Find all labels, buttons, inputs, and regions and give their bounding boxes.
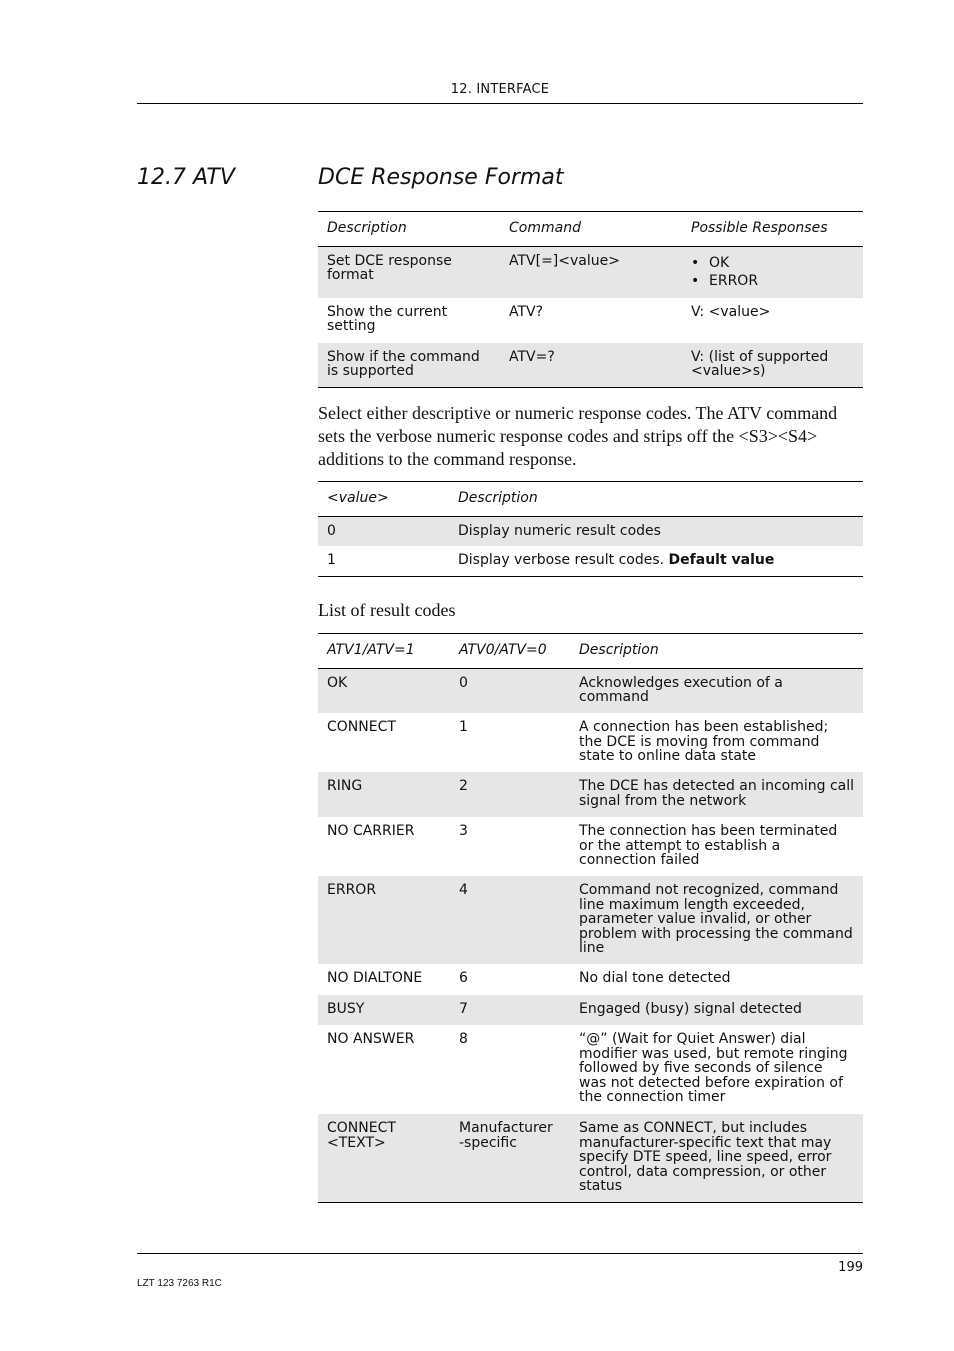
result-table-container — [318, 633, 863, 1203]
table-cell: NO CARRIER — [327, 823, 415, 839]
command-table-container — [318, 211, 863, 388]
table-cell: A connection has been established; the DCE is moving from command state to online data state — [579, 719, 829, 764]
header-rule — [137, 103, 863, 104]
column-header: Description — [449, 482, 863, 517]
table-row — [318, 817, 863, 876]
table-row — [318, 343, 863, 388]
page-number: 199 — [838, 1260, 863, 1275]
section-number: 12.7 ATV — [137, 165, 235, 190]
table-cell: Manufacturer -specific — [450, 1114, 570, 1202]
intro-paragraph: Select either descriptive or numeric response codes. The ATV command sets the verbose numeric response codes and strips off the <S3><S4> additions to the command response. — [318, 403, 838, 469]
table-cell: 7 — [450, 995, 570, 1025]
table-cell — [449, 516, 863, 546]
section-title: DCE Response Format — [318, 165, 564, 190]
table-cell: Show the current setting — [327, 303, 448, 334]
table-row — [318, 246, 863, 298]
table-row — [318, 713, 863, 772]
column-header: Description — [318, 212, 500, 247]
table-cell: V: (list of supported <value>s) — [682, 343, 863, 388]
document-id: LZT 123 7263 R1C — [137, 1278, 222, 1289]
table-cell — [682, 246, 863, 298]
table-cell: BUSY — [318, 995, 450, 1025]
table-header-row — [318, 212, 863, 247]
table-row — [318, 546, 863, 576]
column-header: Possible Responses — [682, 212, 863, 247]
table-cell: NO ANSWER — [327, 1031, 415, 1047]
table-cell: 1 — [327, 552, 336, 568]
list-item: • OK — [691, 254, 854, 272]
running-header: 12. INTERFACE — [450, 82, 550, 97]
table-cell: 0 — [318, 516, 449, 546]
table-cell: 6 — [459, 970, 468, 986]
table-row — [318, 772, 863, 817]
table-row — [318, 964, 863, 995]
table-cell — [449, 546, 863, 576]
table-cell: CONNECT — [327, 719, 396, 735]
column-header: <value> — [318, 482, 449, 517]
value-table-container — [318, 481, 863, 577]
table-cell: ERROR — [318, 876, 450, 964]
table-cell: 3 — [459, 823, 468, 839]
table-cell: ATV[=]<value> — [500, 246, 682, 298]
table-cell: RING — [318, 772, 450, 817]
column-header: Command — [500, 212, 682, 247]
table-row — [318, 876, 863, 964]
response-list — [691, 254, 854, 290]
column-header: ATV1/ATV=1 — [318, 634, 450, 669]
value-table — [318, 481, 863, 577]
value-description: Display verbose result codes. — [458, 552, 669, 568]
footer-rule — [137, 1253, 863, 1254]
table-cell: OK — [318, 668, 450, 713]
table-cell: ATV=? — [500, 343, 682, 388]
table-row — [318, 1114, 863, 1202]
table-cell: ATV? — [509, 303, 544, 320]
table-cell: 4 — [450, 876, 570, 964]
column-header: Description — [570, 634, 863, 669]
table-cell: Show if the command is supported — [318, 343, 500, 388]
table-cell: 1 — [459, 719, 468, 735]
column-header: ATV0/ATV=0 — [450, 634, 570, 669]
table-cell: Same as CONNECT, but includes manufacturer-specific text that may specify DTE speed, line speed, error control, data compression, or other status — [570, 1114, 863, 1202]
table-cell: No dial tone detected — [579, 970, 731, 986]
table-row — [318, 995, 863, 1025]
table-cell: CONNECT <TEXT> — [318, 1114, 450, 1202]
default-value-label: Default value — [668, 552, 775, 568]
result-codes-heading: List of result codes — [318, 600, 456, 620]
table-cell: NO DIALTONE — [327, 970, 423, 986]
result-codes-table — [318, 633, 863, 1203]
table-row — [318, 668, 863, 713]
table-cell: Set DCE response format — [318, 246, 500, 298]
table-cell: Engaged (busy) signal detected — [570, 995, 863, 1025]
table-row — [318, 516, 863, 546]
table-header-row — [318, 482, 863, 517]
table-cell: 0 — [450, 668, 570, 713]
table-row — [318, 1025, 863, 1114]
table-cell: 8 — [459, 1031, 468, 1047]
table-cell: The DCE has detected an incoming call signal from the network — [570, 772, 863, 817]
table-cell: V: <value> — [691, 303, 771, 320]
table-header-row — [318, 634, 863, 669]
list-item: • ERROR — [691, 272, 854, 290]
table-cell: “@” (Wait for Quiet Answer) dial modifier was used, but remote ringing followed by five seconds of silence was not detected before expiration of the connection timer — [579, 1031, 848, 1105]
table-cell: Acknowledges execution of a command — [570, 668, 863, 713]
command-table — [318, 211, 863, 388]
value-description: Display numeric result codes — [458, 522, 661, 539]
table-cell: The connection has been terminated or the attempt to establish a connection failed — [579, 823, 838, 868]
table-cell: Command not recognized, command line maximum length exceeded, parameter value invalid, or other problem with processing the command line — [570, 876, 863, 964]
table-row — [318, 298, 863, 343]
table-cell: 2 — [450, 772, 570, 817]
